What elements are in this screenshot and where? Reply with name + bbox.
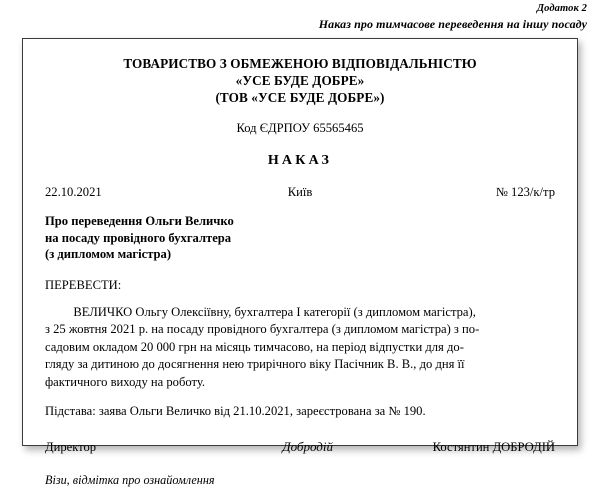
signature-mark: Добродій xyxy=(282,439,333,454)
document-sheet xyxy=(22,38,578,487)
annotation-subject: Наказ про тимчасове переведення на іншу посаду xyxy=(318,17,587,31)
order-body-line: фактичного виходу на роботу. xyxy=(45,374,206,389)
visas-note: Візи, відмітка про ознайомлення xyxy=(45,473,215,487)
directive-keyword: ПЕРЕВЕСТИ: xyxy=(45,277,122,292)
order-body-line: садовим окладом 20 000 грн на місяць тимчасово, на період відпустки для до- xyxy=(45,339,464,354)
document-date: 22.10.2021 xyxy=(45,185,102,199)
document-annotation xyxy=(0,0,600,32)
document-body xyxy=(23,39,577,498)
order-body-line: гляду за дитиною до досягнення нею трирічного віку Пасічник В. В., до дня її xyxy=(45,357,465,371)
subject-line-3: (з дипломом магістра) xyxy=(45,247,172,261)
order-body xyxy=(45,304,555,392)
signatory-position: Директор xyxy=(45,440,97,454)
edrpou-code: Код ЄДРПОУ 65565465 xyxy=(236,121,364,135)
subject-line-1: Про переведення Ольги Величко xyxy=(45,214,234,228)
organization-heading xyxy=(45,55,555,106)
document-place: Київ xyxy=(287,185,313,199)
subject-line-2: на посаду провідного бухгалтера xyxy=(45,230,232,245)
document-subject xyxy=(45,213,555,263)
order-basis: Підстава: заява Ольги Величко від 21.10.2021, зареєстрована за № 190. xyxy=(45,404,426,418)
organization-name-full: ТОВАРИСТВО З ОБМЕЖЕНОЮ ВІДПОВІДАЛЬНІСТЮ xyxy=(123,56,477,71)
signature-row xyxy=(45,439,555,455)
organization-brand: «УСЕ БУДЕ ДОБРЕ» xyxy=(235,73,365,88)
document-title: НАКАЗ xyxy=(267,153,333,168)
order-body-line: ВЕЛИЧКО Ольгу Олексіївну, бухгалтера I категорії (з дипломом магістра), xyxy=(45,304,476,319)
order-body-line: з 25 жовтня 2021 р. на посаду провідного бухгалтера (з дипломом магістра) з по- xyxy=(45,322,480,336)
appendix-label: Додаток 2 xyxy=(536,3,587,14)
organization-name-short: (ТОВ «УСЕ БУДЕ ДОБРЕ») xyxy=(215,90,385,105)
document-number: № 123/к/тр xyxy=(495,185,555,199)
document-meta-row xyxy=(45,184,555,200)
signatory-name: Костянтин ДОБРОДІЙ xyxy=(432,440,555,454)
